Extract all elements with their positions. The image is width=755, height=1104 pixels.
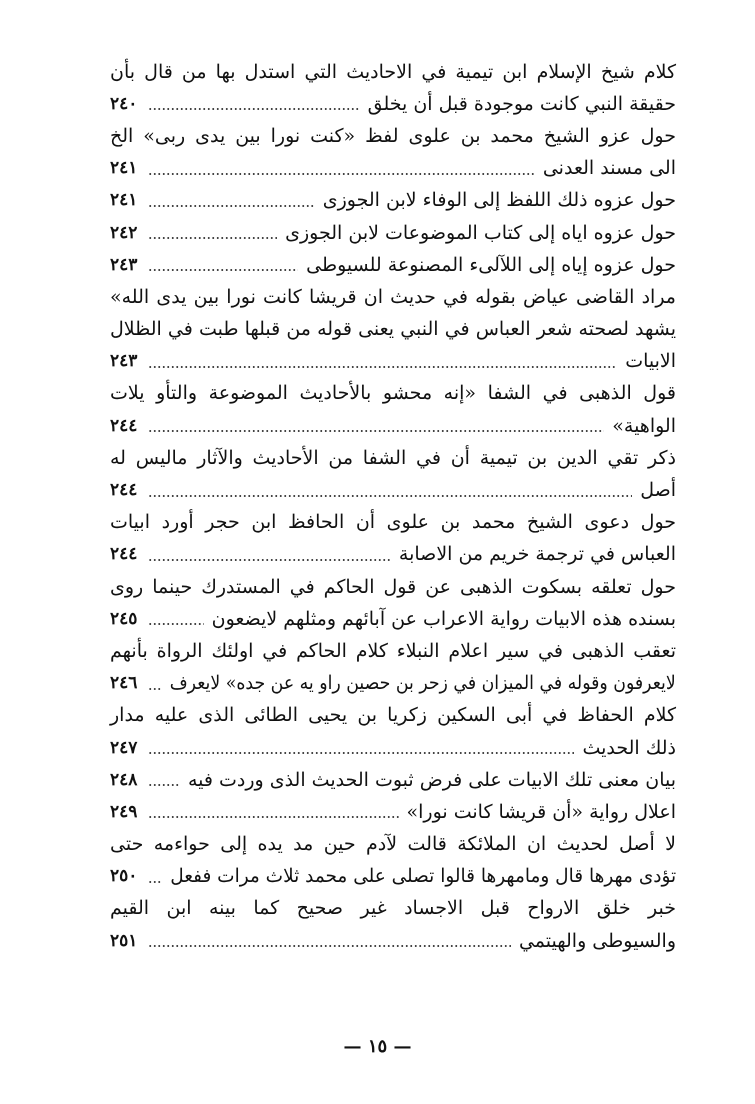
toc-entry-text: بيان معنى تلك الابيات على فرض ثبوت الحديث الذى وردت فيه [187,768,676,791]
dot-leader [148,623,204,625]
toc-entry-page: ٢٤٥ [110,608,138,629]
toc-entry-page: ٢٤٤ [110,480,138,501]
toc-entry-text: حول عزو الشيخ محمد بن علوى لفظ «كنت نورا بين يدى ربى» الخ [110,124,676,147]
toc-entry-text: كلام الحفاظ في أبى السكين زكريا بن يحيى الطائى الذى عليه مدار [110,704,676,727]
toc-entry-page: ٢٤٩ [110,801,138,822]
toc-entry-page: ٢٤٤ [110,544,138,565]
toc-entry [110,925,676,957]
toc-entry-page: ٢٥٠ [110,866,138,887]
toc-entry [110,829,676,861]
dot-leader [148,816,399,818]
toc-entry [110,474,676,506]
dot-leader [148,173,535,175]
toc-entry [110,571,676,603]
toc-entry-text: الى مسند العدنى [542,157,676,180]
dot-leader [148,269,298,271]
toc-entry-text: اعلال رواية «أن قريشا كانت نورا» [406,800,676,823]
dot-leader [148,945,511,947]
dot-leader [148,108,360,110]
toc-entry [110,796,676,828]
toc-entry-text: حقيقة النبي كانت موجودة قبل أن يخلق [367,92,676,115]
toc-entry [110,88,676,120]
toc-entry-page: ٢٤٤ [110,415,138,436]
toc-entry-text: يشهد لصحته شعر العباس في النبي يعنى قوله من قبلها طبت في الظلال [110,318,676,341]
toc-entry [110,378,676,410]
table-of-contents [110,56,676,957]
toc-entry [110,700,676,732]
toc-entry-page: ٢٤٧ [110,737,138,758]
toc-entry [110,281,676,313]
toc-entry-text: العباس في ترجمة خريم من الاصابة [398,543,676,566]
toc-entry [110,410,676,442]
toc-entry-text: خبر خلق الارواح قبل الاجساد غير صحيح كما بينه ابن القيم [110,897,676,920]
toc-entry [110,668,676,700]
toc-entry-text: حول عزوه إياه إلى اللآلىء المصنوعة للسيوطى [306,253,676,276]
dot-leader [148,881,162,883]
toc-entry-page: ٢٤٣ [110,254,138,275]
dot-leader [148,205,315,207]
dot-leader [148,495,632,497]
toc-entry [110,249,676,281]
dot-leader [148,559,391,561]
toc-entry [110,861,676,893]
dot-leader [148,237,277,239]
toc-entry [110,635,676,667]
toc-entry-page: ٢٤٠ [110,93,138,114]
toc-entry [110,314,676,346]
toc-entry [110,56,676,88]
toc-entry [110,539,676,571]
toc-entry-page: ٢٤٣ [110,351,138,372]
toc-entry-text: بسنده هذه الابيات رواية الاعراب عن آبائهم ومثلهم لايضعون [211,607,676,630]
dot-leader [148,784,180,786]
toc-entry-text: ذكر تقي الدين بن تيمية أن في الشفا من الأحاديث والآثار ماليس له [110,446,676,469]
toc-entry [110,217,676,249]
toc-entry-text: تعقب الذهبى في سير اعلام النبلاء كلام الحاكم في اولئك الرواة بأنهم [110,639,676,662]
toc-entry-text: والسيوطى والهيتمي [518,929,676,952]
toc-entry-text: لا أصل لحديث ان الملائكة قالت لآدم حين مد يده إلى حواءمه حتى [110,833,676,856]
page-number: — ١٥ — [343,1036,412,1057]
toc-entry-text: كلام شيخ الإسلام ابن تيمية في الاحاديث التي استدل بها من قال بأن [110,60,676,83]
dot-leader [148,688,162,690]
toc-entry-text: أصل [640,479,676,502]
toc-entry-text: حول عزوه اياه إلى كتاب الموضوعات لابن الجوزى [285,221,676,244]
toc-entry [110,346,676,378]
toc-entry-page: ٢٤٢ [110,222,138,243]
dot-leader [148,752,574,754]
toc-entry [110,442,676,474]
toc-entry-page: ٢٤٨ [110,769,138,790]
toc-entry [110,153,676,185]
toc-entry-text: الابيات [625,350,676,373]
toc-entry [110,764,676,796]
toc-entry [110,732,676,764]
dot-leader [148,430,604,432]
toc-entry-page: ٢٤١ [110,190,138,211]
dot-leader [148,366,617,368]
toc-entry-text: تؤدى مهرها قال ومامهرها قالوا تصلى على محمد ثلاث مرات ففعل [170,865,676,888]
toc-entry-page: ٢٥١ [110,930,138,951]
toc-entry [110,603,676,635]
toc-entry-text: حول تعلقه بسكوت الذهبى عن قول الحاكم في المستدرك حينما روى [110,575,676,598]
toc-entry-text: مراد القاضى عياض بقوله في حديث ان قريشا كانت نورا بين يدى الله» [110,285,676,308]
toc-entry-text: حول دعوى الشيخ محمد بن علوى أن الحافظ ابن حجر أورد ابيات [110,511,676,534]
toc-entry-text: الواهية» [612,414,676,437]
toc-entry [110,185,676,217]
toc-entry [110,120,676,152]
toc-entry-text: قول الذهبى في الشفا «إنه محشو بالأحاديث الموضوعة والتأو يلات [110,382,676,405]
toc-entry [110,893,676,925]
toc-entry-text: حول عزوه ذلك اللفظ إلى الوفاء لابن الجوزى [322,189,676,212]
toc-entry-page: ٢٤١ [110,158,138,179]
toc-entry-text: لايعرفون وقوله في الميزان في زحر بن حصين راو يه عن جده» لايعرف [170,672,676,695]
toc-entry [110,507,676,539]
toc-entry-text: ذلك الحديث [582,736,676,759]
toc-entry-page: ٢٤٦ [110,673,138,694]
